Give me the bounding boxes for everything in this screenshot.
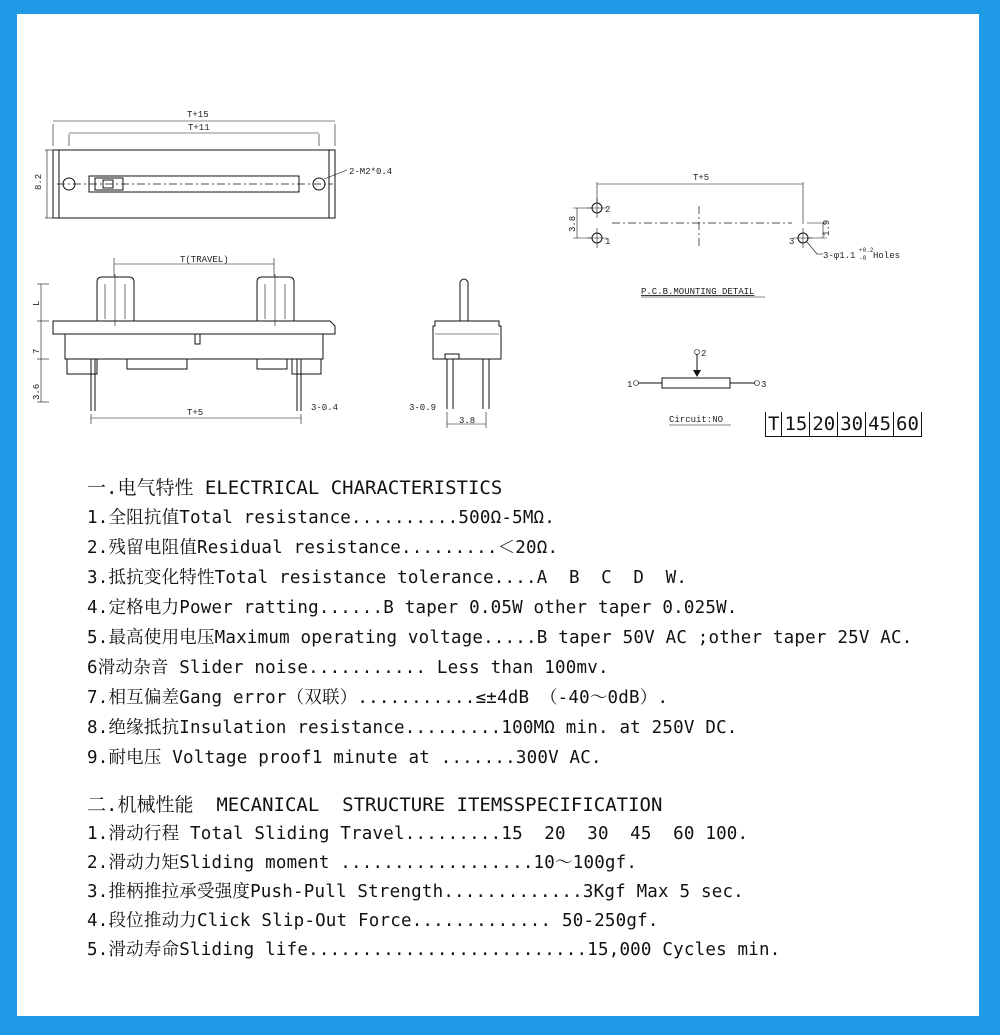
pcb-caption: P.C.B.MOUNTING DETAIL	[641, 287, 755, 297]
list-item: 7.相互偏差Gang error（双联）...........≤±4dB （-40～0dB）.	[87, 688, 669, 708]
list-item: 5.滑动寿命Sliding life..........................15,000 Cycles min.	[87, 940, 781, 960]
side-view	[32, 255, 338, 424]
list-item: 2.残留电阻值Residual resistance.........＜20Ω.	[87, 538, 559, 558]
table-cell: 30	[838, 412, 866, 437]
list-item: 5.最高使用电压Maximum operating voltage.....B taper 50V AC ;other taper 25V AC.	[87, 628, 913, 648]
pcb-pin-2: 2	[605, 205, 611, 215]
pcb-holes-suffix: Holes	[873, 251, 901, 261]
pcb-holes-tol-top: +0.2	[859, 247, 874, 254]
list-item: 4.段位推动力Click Slip-Out Force............. 50-250gf.	[87, 911, 659, 931]
pcb-holes-label: 3-φ1.1	[823, 251, 856, 261]
list-item: 4.定格电力Power ratting......B taper 0.05W other taper 0.025W.	[87, 598, 738, 618]
table-cell: 15	[782, 412, 810, 437]
circuit-diagram	[627, 349, 766, 425]
section-heading: 一.电气特性 ELECTRICAL CHARACTERISTICS	[87, 477, 503, 499]
dim-end-pitch: 3.8	[459, 416, 476, 426]
dim-36: 3.6	[32, 383, 42, 400]
list-item: 1.滑动行程 Total Sliding Travel.........15 20 30 45 60 100.	[87, 824, 749, 844]
pcb-pin-1: 1	[605, 237, 611, 247]
dim-end-pin: 3-0.9	[409, 403, 437, 413]
list-item: 3.推柄推拉承受强度Push-Pull Strength.............3Kgf Max 5 sec.	[87, 882, 744, 902]
dim-travel: T(TRAVEL)	[180, 255, 229, 265]
table-cell: 45	[866, 412, 894, 437]
dim-t15: T+15	[187, 110, 209, 120]
top-view	[34, 110, 392, 218]
section-spacer	[87, 773, 977, 790]
electrical-section	[87, 473, 977, 773]
pcb-pin-3: 3	[789, 237, 795, 247]
dim-screw: 2-M2*0.4	[349, 167, 393, 177]
list-item: 9.耐电压 Voltage proof1 minute at .......300V AC.	[87, 748, 602, 768]
list-item: 8.绝缘抵抗Insulation resistance.........100MΩ min. at 250V DC.	[87, 718, 738, 738]
pcb-holes-tol-bottom: -0	[859, 255, 867, 262]
circuit-pin-2: 2	[701, 349, 707, 359]
dim-side-pin: 3-0.4	[311, 403, 339, 413]
travel-table	[765, 412, 922, 437]
table-cell: 60	[894, 412, 922, 437]
section-heading: 二.机械性能 MECANICAL STRUCTURE ITEMSSPECIFICATION	[87, 794, 663, 816]
dim-side-t5: T+5	[187, 408, 204, 418]
table-row	[766, 412, 922, 437]
list-item: 1.全阻抗值Total resistance..........500Ω-5MΩ.	[87, 508, 556, 528]
specifications	[87, 473, 977, 965]
circuit-pin-3: 3	[761, 380, 767, 390]
dim-t11: T+11	[188, 123, 210, 133]
mechanical-section	[87, 790, 977, 965]
list-item: 2.滑动力矩Sliding moment ..................10～100gf.	[87, 853, 638, 873]
list-item: 6滑动杂音 Slider noise........... Less than 100mv.	[87, 658, 609, 678]
pcb-mounting-detail	[568, 173, 900, 297]
table-cell: T	[766, 412, 782, 437]
table-cell: 20	[810, 412, 838, 437]
pcb-dim-38: 3.8	[568, 215, 578, 232]
dim-l: L	[32, 300, 42, 306]
pcb-dim-19: 1.9	[822, 219, 832, 236]
spec-sheet	[17, 14, 979, 1016]
dim-7: 7	[32, 348, 42, 354]
dim-82: 8.2	[34, 173, 44, 190]
pcb-dim-t5: T+5	[693, 173, 710, 183]
technical-drawing	[17, 14, 979, 464]
circuit-pin-1: 1	[627, 380, 633, 390]
end-view	[409, 279, 501, 428]
list-item: 3.抵抗变化特性Total resistance tolerance....A B C D W.	[87, 568, 688, 588]
circuit-caption: Circuit:NO	[669, 415, 724, 425]
